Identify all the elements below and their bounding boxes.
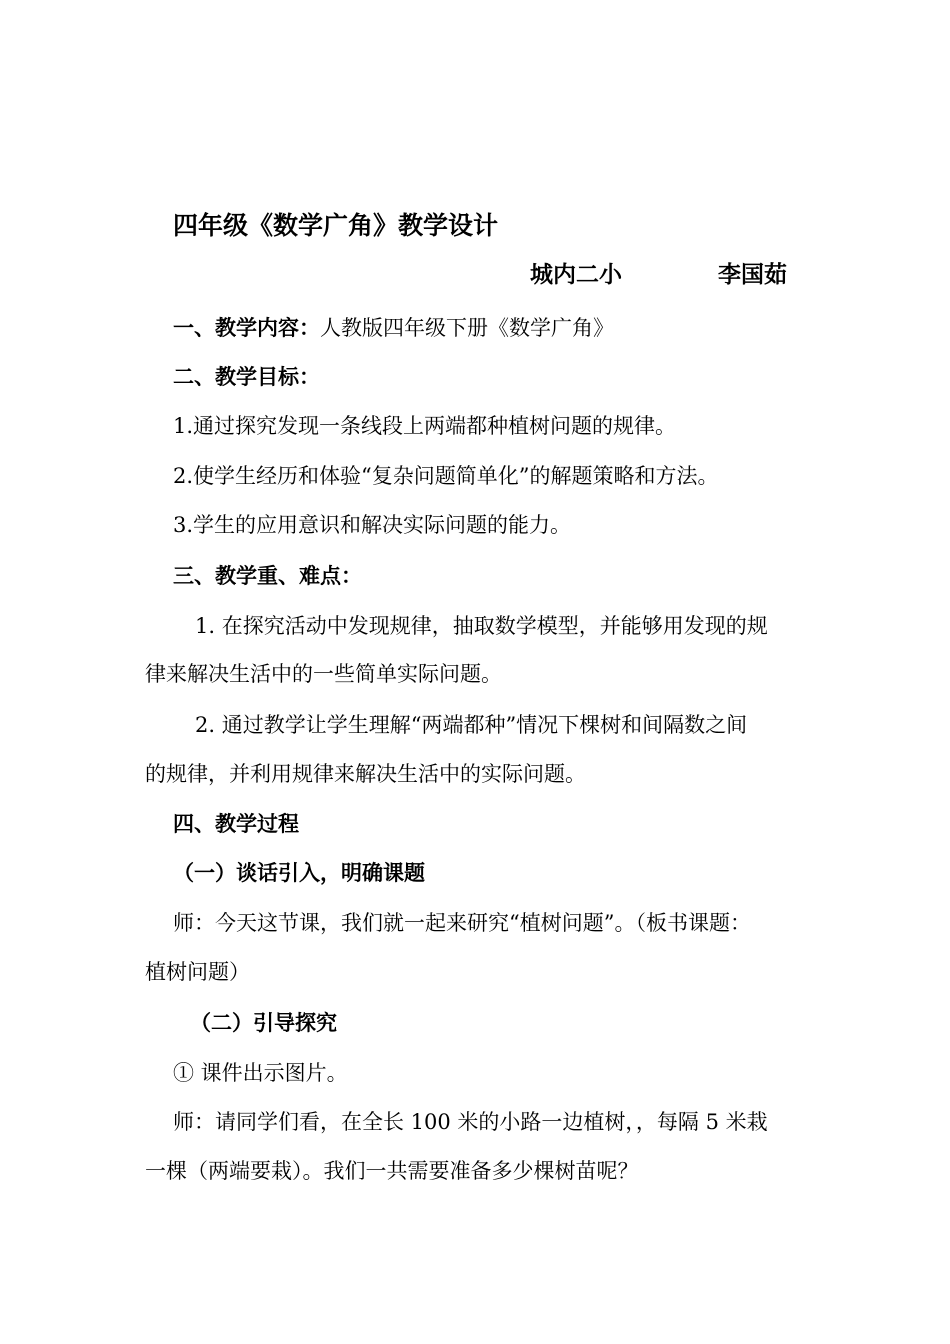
- paragraph-line: 植树问题）: [145, 960, 250, 984]
- objective-item: 1.通过探究发现一条线段上两端都种植树问题的规律。: [173, 414, 677, 438]
- paragraph-line: 一棵（两端要栽）。我们一共需要准备多少棵树苗呢？: [145, 1159, 639, 1183]
- school-name: 城内二小: [530, 261, 622, 288]
- section-heading: 四、教学过程: [173, 811, 299, 836]
- objective-item: 2.使学生经历和体验“复杂问题简单化”的解题策略和方法。: [173, 464, 719, 488]
- section-heading: 一、教学内容：: [173, 315, 320, 340]
- section-heading: 三、教学重、难点：: [173, 563, 362, 588]
- objective-item: 3.学生的应用意识和解决实际问题的能力。: [173, 513, 572, 537]
- subsection-heading: （一）谈话引入，明确课题: [173, 860, 425, 885]
- subsection-heading: （二）引导探究: [190, 1010, 337, 1035]
- paragraph-line: 2. 通过教学让学生理解“两端都种”情况下棵树和间隔数之间: [195, 713, 748, 737]
- paragraph-line: 的规律，并利用规律来解决生活中的实际问题。: [145, 762, 586, 786]
- document-title: 四年级《数学广角》教学设计: [173, 211, 499, 240]
- author-name: 李国茹: [718, 261, 787, 288]
- paragraph-line: 律来解决生活中的一些简单实际问题。: [145, 662, 502, 686]
- section-text: 人教版四年级下册《数学广角》: [320, 316, 614, 340]
- paragraph-line: 师：今天这节课，我们就一起来研究“植树问题”。（板书课题：: [173, 911, 751, 935]
- section-content: [173, 315, 614, 341]
- paragraph-line: 1. 在探究活动中发现规律，抽取数学模型，并能够用发现的规: [195, 614, 768, 638]
- paragraph-line: 师：请同学们看，在全长 100 米的小路一边植树，，每隔 5 米栽: [173, 1110, 768, 1134]
- paragraph-line: ① 课件出示图片。: [173, 1061, 348, 1085]
- section-heading: 二、教学目标：: [173, 364, 320, 389]
